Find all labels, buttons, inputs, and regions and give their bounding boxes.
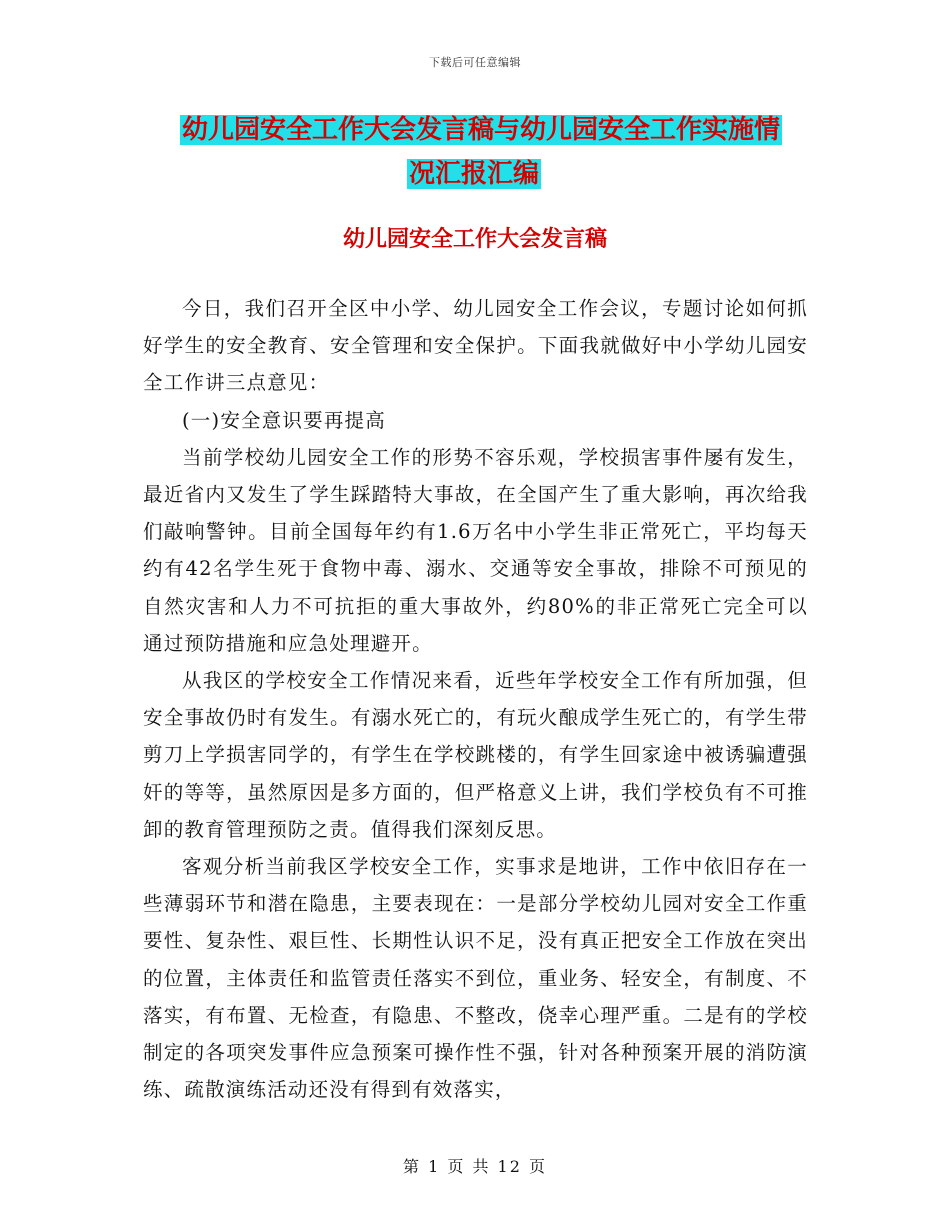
paragraph-3: 当前学校幼儿园安全工作的形势不容乐观，学校损害事件屡有发生，最近省内又发生了学生踩踏特大事故，在全国产生了重大影响，再次给我们敲响警钟。目前全国每年约有1.6万名中小学生非正常死亡，平均每天约有42名学生死于食物中毒、溺水、交通等安全事故，排除不可预见的自然灾害和人力不可抗拒的重大事故外，约80%的非正常死亡完全可以通过预防措施和应急处理避开。 xyxy=(143,445,808,655)
paragraph-2: (一)安全意识要再提高 xyxy=(182,408,386,432)
page-footer: 第 1 页 共 12 页 xyxy=(403,1157,547,1176)
document-title-line-2: 况汇报汇编 xyxy=(409,159,540,189)
header-note: 下载后可任意编辑 xyxy=(429,56,521,69)
paragraph-4: 从我区的学校安全工作情况来看，近些年学校安全工作有所加强，但安全事故仍时有发生。有溺水死亡的，有玩火酿成学生死亡的，有学生带剪刀上学损害同学的，有学生在学校跳楼的，有学生回家途中被诱骗遭强奸的等等，虽然原因是多方面的，但严格意义上讲，我们学校负有不可推卸的教育管理预防之责。值得我们深刻反思。 xyxy=(143,669,808,841)
body-text xyxy=(143,290,808,1108)
section-title: 幼儿园安全工作大会发言稿 xyxy=(342,227,607,252)
document-title xyxy=(180,108,820,196)
paragraph-1: 今日，我们召开全区中小学、幼儿园安全工作会议，专题讨论如何抓好学生的安全教育、安全管理和安全保护。下面我就做好中小学幼儿园安全工作讲三点意见： xyxy=(143,297,808,395)
paragraph-5: 客观分析当前我区学校安全工作，实事求是地讲，工作中依旧存在一些薄弱环节和潜在隐患，主要表现在：一是部分学校幼儿园对安全工作重要性、复杂性、艰巨性、长期性认识不足，没有真正把安全工作放在突出的位置，主体责任和监管责任落实不到位，重业务、轻安全，有制度、不落实，有布置、无检查，有隐患、不整改，侥幸心理严重。二是有的学校制定的各项突发事件应急预案可操作性不强，针对各种预案开展的消防演练、疏散演练活动还没有得到有效落实， xyxy=(143,855,808,1102)
document-title-line-1: 幼儿园安全工作大会发言稿与幼儿园安全工作实施情 xyxy=(182,115,781,145)
